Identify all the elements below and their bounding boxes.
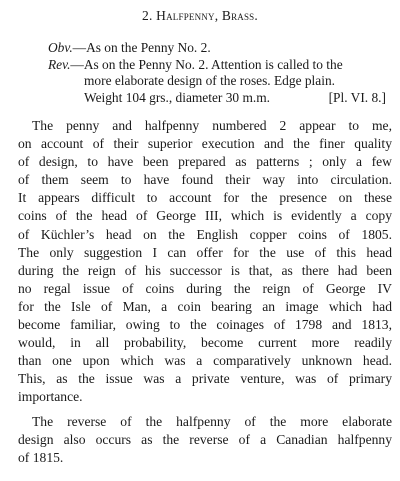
text-line: during the reign of his successor is that, as there had been xyxy=(18,262,392,278)
text-line: of Küchler’s head on the English copper coins of 1805. xyxy=(18,226,392,242)
obverse-line xyxy=(48,40,392,57)
obverse-label: Obv. xyxy=(48,40,73,55)
text-line: of 1815. xyxy=(18,449,64,465)
text-line: would, in all probability, become current more readily xyxy=(18,335,392,351)
reverse-line-1 xyxy=(48,57,392,74)
paragraph-2 xyxy=(18,413,392,467)
coin-description xyxy=(48,40,392,106)
text-line: The reverse of the halfpenny of the more elaborate xyxy=(32,413,392,429)
text-line: become familiar, owing to the coinages of 1798 and 1813, xyxy=(18,317,392,333)
reverse-line-3 xyxy=(48,90,392,107)
text-line: The only suggestion I can offer for the use of this head xyxy=(18,244,392,260)
reverse-weight: Weight 104 grs., diameter 30 m.m. xyxy=(84,89,270,105)
text-line: for the Isle of Man, a coin bearing an image which had xyxy=(18,298,392,314)
section-heading xyxy=(0,8,400,24)
text-line: than one upon which was a comparatively unknown head. xyxy=(18,353,392,369)
heading-title: Halfpenny, Brass. xyxy=(156,8,258,23)
text-line: design also occurs as the reverse of a Canadian halfpenny xyxy=(18,431,392,447)
text-line: It appears difficult to account for the presence on these xyxy=(18,190,392,206)
text-line: on account of their superior execution and the finer quality xyxy=(18,136,392,152)
text-line: importance. xyxy=(18,389,83,405)
body-text xyxy=(18,117,392,467)
text-line: coins of the head of George III, which is evidently a copy xyxy=(18,208,392,224)
paragraph-1 xyxy=(18,117,392,407)
plate-reference: [Pl. VI. 8.] xyxy=(328,89,386,105)
text-line: of design, to have been prepared as patterns ; only a few xyxy=(18,154,392,170)
text-line: of them seem to have found their way into circulation. xyxy=(18,172,392,188)
obverse-text: —As on the Penny No. 2. xyxy=(72,40,211,55)
reverse-label: Rev. xyxy=(48,56,71,72)
reverse-text-1: —As on the Penny No. 2. Attention is called to the xyxy=(70,56,343,72)
text-line: This, as the issue was a private venture, was of primary xyxy=(18,371,392,387)
text-line: The penny and halfpenny numbered 2 appear to me, xyxy=(32,118,392,133)
text-line: no regal issue of coins during the reign of George IV xyxy=(18,280,392,296)
heading-number: 2. xyxy=(142,8,153,23)
reverse-line-2: more elaborate design of the roses. Edge plain. xyxy=(84,73,335,88)
